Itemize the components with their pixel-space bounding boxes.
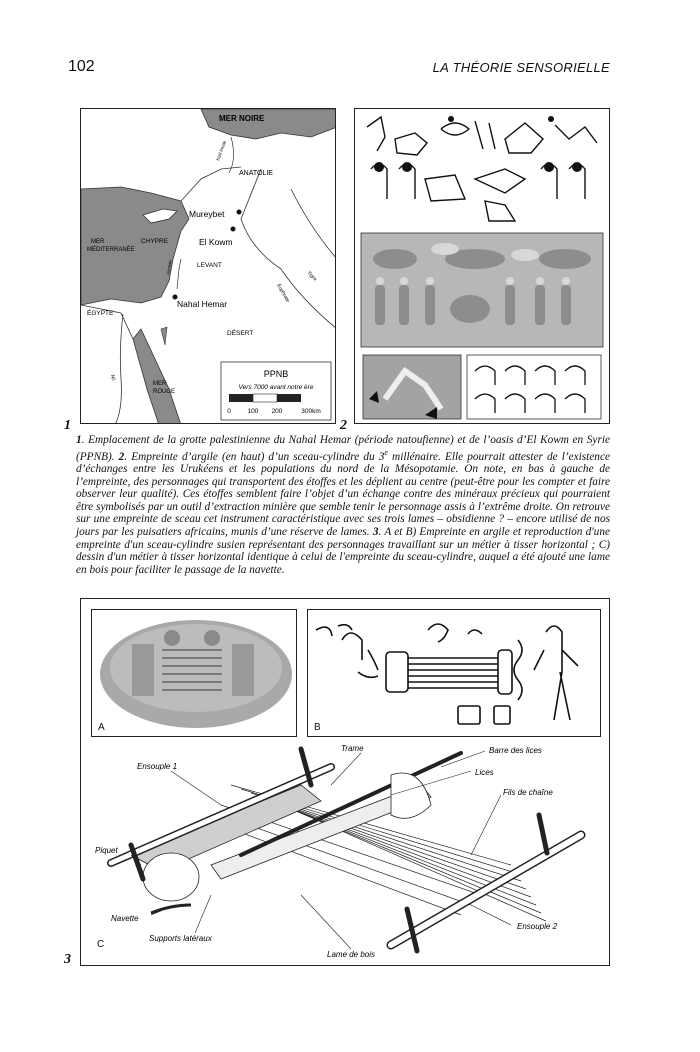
label-nahal-hemar: Nahal Hemar — [177, 299, 228, 309]
figure-2-number: 2 — [340, 418, 347, 433]
legend-title: PPNB — [263, 369, 289, 379]
label-supports-lateraux: Supports latéraux — [149, 934, 212, 943]
caption-superscript: e — [384, 447, 388, 457]
label-anatolia: ANATOLIE — [239, 170, 273, 177]
panel-b-label: B — [314, 722, 321, 733]
label-kizil-irmak: Kizil Irmak — [215, 140, 228, 162]
caption-ref-2: 2 — [118, 450, 125, 463]
seal-line-drawing — [308, 610, 600, 736]
label-desert: DÉSERT — [227, 330, 254, 337]
caption-text-3: millénaire. Elle pourrait attester de l’existence d’échanges entre les Urukéens et les populations du nord de la Mésopotamie. On note, en bas à gauche de l’empreinte, des personnages qui transportent des étoffes et les déplient au centre (peut-être pour les compter et faire observer leur qualité). Ces étoffes semblent faire l’objet d’un échange contre des minéraux précieux qui pourraient être symbolisés par un outil d’extraction minière que semble tenir le personnage assis à l’extrême droite. On retrouve sur une empreinte de sceau cet instrument caractéristique avec ses trois lames – obsidienne ? – encore utilisé de nos jours par les puisatiers africains, munis d’une réserve de lames. — [76, 450, 610, 538]
label-euphrates: Euphrate — [275, 283, 291, 304]
panel-a-clay-impression — [91, 609, 297, 737]
map-legend — [221, 362, 331, 420]
label-nile: Nil — [109, 374, 116, 382]
legend-tick-300: 300km — [301, 408, 321, 415]
label-med-sea-1: MER — [91, 239, 105, 245]
label-mureybet: Mureybet — [189, 209, 225, 219]
label-cyprus: CHYPRE — [141, 238, 169, 245]
label-trame: Trame — [341, 745, 364, 753]
label-egypt: ÉGYPTE — [87, 310, 114, 317]
legend-tick-0: 0 — [227, 408, 231, 415]
label-piquet: Piquet — [95, 846, 118, 855]
legend-tick-200: 200 — [271, 408, 283, 415]
label-el-kowm: El Kowm — [199, 237, 233, 247]
panel-c-label: C — [97, 939, 105, 950]
figure-3-loom — [80, 598, 610, 966]
caption-text-4: . A et B) Empreinte en argile et reproduction d'une empreinte d'un sceau-cylindre susien représentant des personnages travaillant sur un métier à tisser horizontal ; C) dessin d'un métier à tisser horizontal identique à celui de l'empreinte du sceau-cylindre, auquel a été ajouté une lame en bois pour faciliter le passage de la navette. — [76, 525, 610, 576]
figure-1-number: 1 — [64, 418, 71, 433]
label-ensouple-2: Ensouple 2 — [517, 922, 558, 931]
running-title: LA THÉORIE SENSORIELLE — [432, 60, 610, 75]
label-red-sea-1: MER — [153, 381, 167, 387]
label-red-sea-2: ROUGE — [153, 389, 176, 395]
label-lame-de-bois: Lame de bois — [327, 950, 376, 959]
caption-ref-3: 3 — [372, 525, 379, 538]
label-tigris: Tigre — [305, 270, 318, 283]
panel-c-loom-drawing — [91, 745, 601, 961]
caption-ref-1: 1 — [76, 434, 82, 446]
seal-drawing — [355, 109, 609, 423]
figure-1-map — [80, 108, 336, 424]
panel-b-seal-drawing — [307, 609, 601, 737]
figure-3-number: 3 — [64, 952, 71, 967]
label-navette: Navette — [111, 914, 139, 923]
legend-subtitle: Vers 7000 avant notre ère — [238, 384, 314, 391]
label-fils-de-chaine: Fils de chaîne — [503, 788, 553, 797]
label-lices: Lices — [475, 768, 494, 777]
legend-tick-100: 100 — [247, 408, 259, 415]
panel-a-label: A — [98, 722, 105, 733]
map-drawing — [81, 109, 336, 424]
label-black-sea: MER NOIRE — [219, 114, 265, 123]
label-ensouple-1: Ensouple 1 — [137, 762, 178, 771]
label-jordan: Jourdain — [165, 259, 173, 276]
clay-drawing — [92, 610, 296, 736]
caption-text-2: . Empreinte d’argile (en haut) d’un sceau-cylindre du 3 — [124, 450, 385, 463]
figure-caption — [76, 434, 610, 576]
figure-2-seal — [354, 108, 610, 424]
label-levant: LEVANT — [197, 262, 222, 269]
page-number: 102 — [68, 58, 95, 75]
caption-text-1: . Emplacement de la grotte palestinienne du Nahal Hemar (période natoufienne) et de l’oasis d’El Kowm en Syrie (PPNB). — [76, 434, 610, 463]
label-med-sea-2: MÉDITERRANÉE — [87, 247, 135, 253]
label-barre-des-lices: Barre des lices — [489, 746, 542, 755]
